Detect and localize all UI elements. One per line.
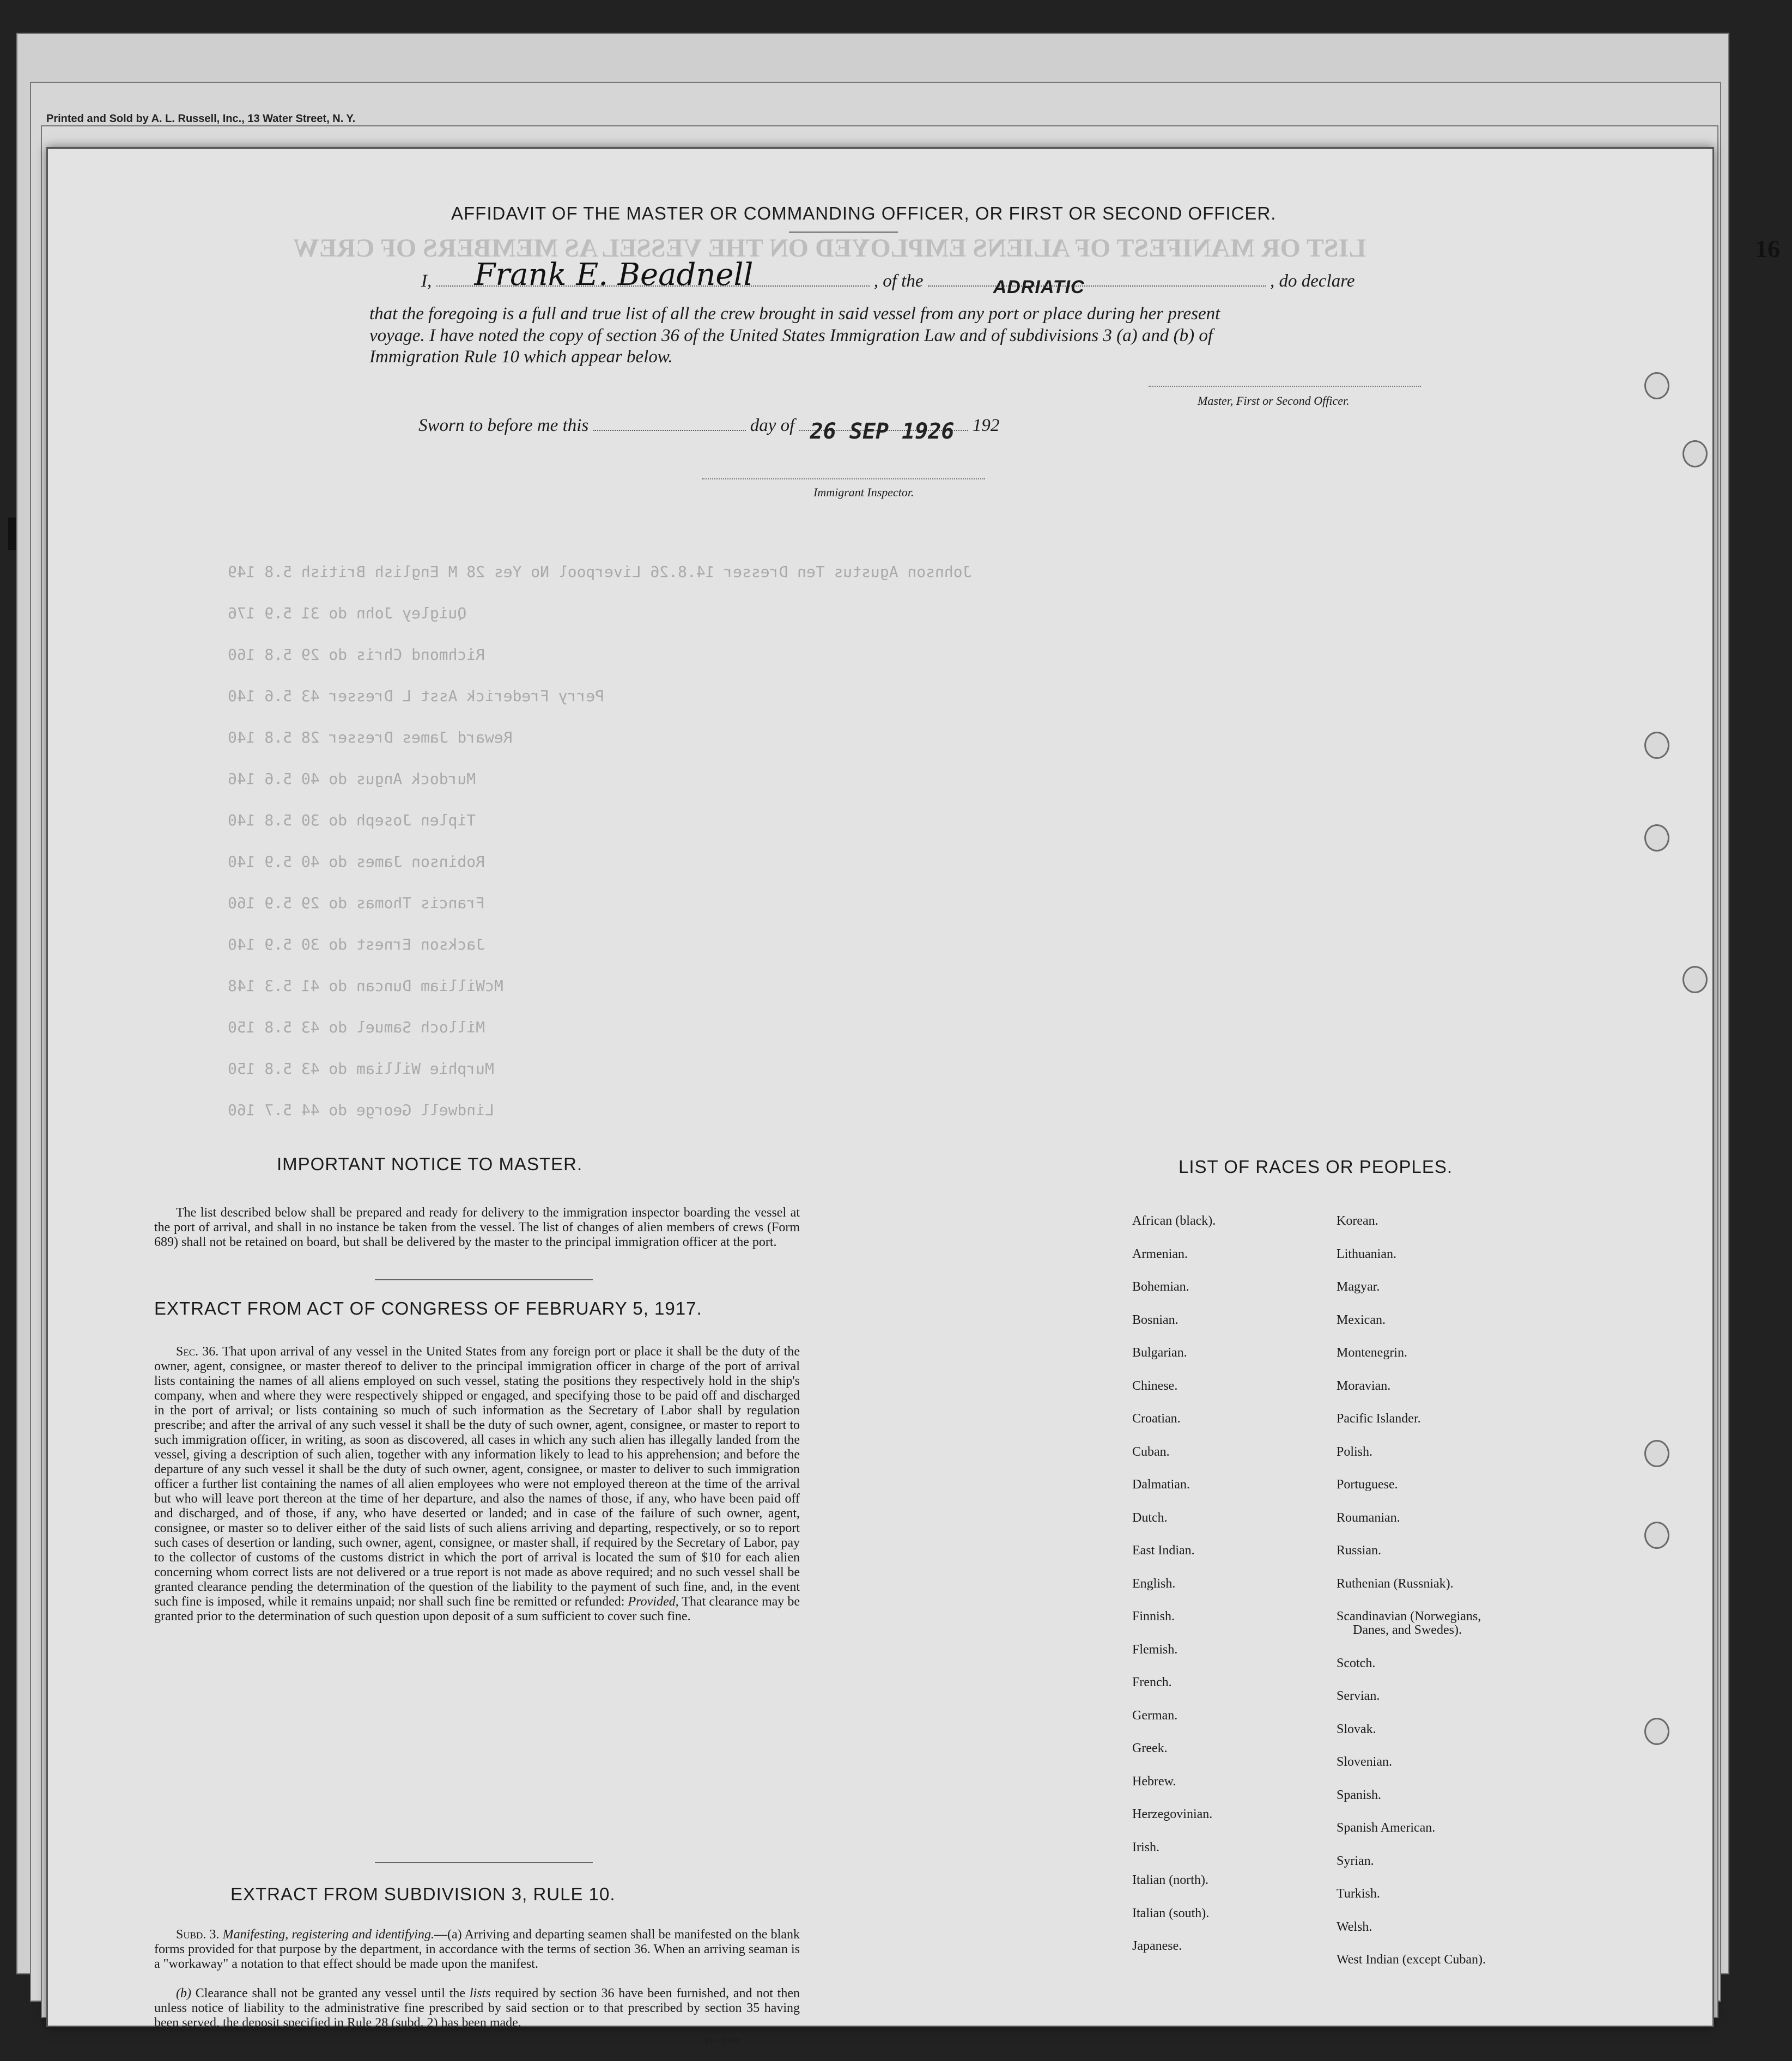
act-tail: That clearance may be granted prior to the determination of such question upon deposit of a sum sufficient to cover such fine. [154, 1595, 800, 1624]
affidavit-line-2: that the foregoing is a full and true list of all the crew brought in said vessel from any port or place during her present [369, 304, 1220, 324]
sec-label: Sec. 36. [176, 1345, 219, 1359]
officer-signature-line [1149, 386, 1421, 387]
act-rule [375, 1862, 593, 1863]
subd-title: Manifesting, registering and identifying. [222, 1928, 434, 1942]
rule-b-body-2: required by section 36 have been furnished, and not then unless notice of liability to the administrative fine prescribed by said section or to that prescribed by section 35 having been served, the deposit specified in Rule 28 (subd. 2) has been made. [154, 1986, 800, 2030]
bleed-through-row: Tiplen Joseph do 30 5.8 140 [228, 811, 476, 829]
punch-hole [1644, 372, 1669, 399]
race-item: Italian (south). [1132, 1906, 1210, 1920]
act-text [154, 1345, 800, 1624]
race-item: West Indian (except Cuban). [1337, 1953, 1486, 1967]
rule-heading: EXTRACT FROM SUBDIVISION 3, RULE 10. [230, 1884, 616, 1904]
race-item: African (black). [1132, 1214, 1216, 1228]
race-item: Bulgarian. [1132, 1346, 1187, 1360]
bleed-through-row: Johnson Agustus Ten Dresser 14.8.26 Liverpool No Yes 28 M English British 5.8 149 [228, 563, 972, 581]
do-declare-label: , do declare [1269, 271, 1355, 291]
lists-word: lists [469, 1986, 491, 2001]
race-item: Mexican. [1337, 1312, 1386, 1327]
punch-hole [1644, 1718, 1669, 1745]
bleed-through-row: Richmond Chris do 29 5.8 160 [228, 646, 485, 664]
form-code: 14—1240 [704, 2036, 739, 2046]
punch-hole [1644, 1522, 1669, 1549]
rule-a-body: —(a) Arriving and departing seamen shall be manifested on the blank forms provided for that purpose by the department, in accordance with the terms of section 36. When an arriving seaman is a "workaway" a notation to that effect should be made upon the manifest. [154, 1928, 800, 1971]
races-heading: LIST OF RACES OR PEOPLES. [1179, 1157, 1453, 1177]
master-signature: Frank E. Beadnell [474, 257, 754, 293]
race-item: Welsh. [1337, 1919, 1372, 1934]
race-item: Syrian. [1337, 1853, 1374, 1868]
race-item: Magyar. [1337, 1280, 1380, 1294]
bleed-through-row: Francis Thomas do 29 5.9 160 [228, 894, 485, 912]
act-heading: EXTRACT FROM ACT OF CONGRESS OF FEBRUARY 5, 1917. [154, 1298, 702, 1318]
race-item: Hebrew. [1132, 1774, 1176, 1789]
race-item: Bohemian. [1132, 1280, 1189, 1294]
punch-hole [1644, 824, 1669, 852]
race-item: Chinese. [1132, 1378, 1178, 1393]
race-item: Greek. [1132, 1741, 1168, 1755]
race-item: Cuban. [1132, 1444, 1170, 1459]
affidavit-rule [789, 232, 898, 233]
race-item: Bosnian. [1132, 1312, 1179, 1327]
race-item: Moravian. [1337, 1378, 1391, 1393]
punch-hole [1644, 1440, 1669, 1467]
race-item: Montenegrin. [1337, 1346, 1407, 1360]
affidavit-line-4: Immigration Rule 10 which appear below. [369, 347, 673, 367]
act-provided: Provided, [628, 1595, 679, 1609]
bleed-through-row: Perry Frederick Asst L Dresser 43 5.6 140 [228, 687, 605, 705]
race-item: Lithuanian. [1337, 1247, 1396, 1261]
race-item: Danes, and Swedes). [1353, 1623, 1462, 1637]
race-item: Ruthenian (Russniak). [1337, 1576, 1454, 1591]
race-item: Finnish. [1132, 1609, 1175, 1624]
rule-text-b [154, 1986, 800, 2030]
bleed-through-row: Jackson Ernest do 30 5.9 140 [228, 935, 485, 953]
race-item: Dutch. [1132, 1510, 1168, 1525]
race-item: Irish. [1132, 1840, 1159, 1855]
bleed-through-row: McWilliam Duncan do 41 5.3 148 [228, 977, 503, 995]
affidavit-line-1 [421, 257, 1355, 297]
race-item: Armenian. [1132, 1247, 1188, 1261]
bleed-through-row: Milloch Samuel do 43 5.8 150 [228, 1018, 485, 1036]
race-item: Russian. [1337, 1543, 1382, 1558]
race-item: French. [1132, 1675, 1172, 1689]
race-item: Spanish American. [1337, 1821, 1436, 1835]
officer-caption: Master, First or Second Officer. [1198, 394, 1350, 408]
race-item: Japanese. [1132, 1939, 1182, 1953]
day-field [593, 430, 746, 431]
bleed-through-row: Robinson James do 40 5.9 140 [228, 853, 485, 871]
race-item: Flemish. [1132, 1642, 1178, 1657]
date-stamp: 26 SEP 1926 [810, 419, 955, 444]
race-item: Portuguese. [1337, 1478, 1398, 1492]
punch-hole [1682, 966, 1708, 993]
printer-imprint: Printed and Sold by A. L. Russell, Inc., 13 Water Street, N. Y. [46, 113, 356, 125]
race-item: Scotch. [1337, 1656, 1376, 1670]
b-label: (b) [176, 1986, 191, 2001]
bleed-through-row: Murdock Angus do 40 5.6 146 [228, 770, 476, 788]
manifest-page [46, 147, 1714, 2046]
race-item: Servian. [1337, 1689, 1380, 1703]
of-the-label: , of the [873, 271, 924, 291]
page-number: 16 [1755, 235, 1780, 263]
year-prefix: 192 [972, 416, 1000, 435]
inspector-caption: Immigrant Inspector. [813, 485, 914, 499]
race-item: Herzegovinian. [1132, 1807, 1213, 1821]
act-body: That upon arrival of any vessel in the United States from any foreign port or place it shall be the duty of the owner, agent, consignee, or master thereof to deliver to the principal immigration officer in charge of the port of arrival lists containing the names of all aliens employed on such vessel, stating the positions they respectively hold in the ship's company, when and where they were respectively shipped or engaged, and specifying those to be paid off and discharged in the port of arrival; or lists containing so much of such information as the Secretary of Labor shall by regulation prescribe; and after the arrival of any such vessel it shall be the duty of such owner, agent, consignee, or master to report to such immigration officer, in writing, as soon as discovered, all cases in which any such alien has illegally landed from the vessel, giving a description of such alien, together with any information likely to lead to his apprehension; and before the departure of any such vessel it shall be the duty of such owner, agent, consignee, or master to deliver to such immigration officer a further list containing the names of all alien employees who were not employed thereon at the time of the arrival but who will leave port thereon at the time of her departure, and also the names of those, if any, who have been paid off and discharged, and of those, if any, who have deserted or landed; and in case of the failure of such owner, agent, consignee, or master so to deliver either of the said lists of such aliens arriving and departing, respectively, or so to report such cases of desertion or landing, such owner, agent, consignee, or master shall, if required by the Secretary of Labor, pay to the collector of customs of the customs district in which the port of arrival is located the sum of $10 for each alien concerning whom correct lists are not delivered or a true report is not made as above required; and no such vessel shall be granted clearance pending the determination of the question of the liability to the payment of such fine, and, in the event such fine is imposed, while it remains unpaid; nor shall such fine be remitted or refunded: [154, 1345, 800, 1609]
race-item: Spanish. [1337, 1788, 1382, 1802]
vessel-name-field [928, 277, 1266, 297]
vessel-name: ADRIATIC [993, 277, 1085, 297]
inspector-signature-line [702, 478, 985, 479]
rule-b-body-1: Clearance shall not be granted any vessel until the [195, 1986, 466, 2001]
notice-text: The list described below shall be prepared and ready for delivery to the immigration inspector boarding the vessel at the port of arrival, and shall in no instance be taken from the vessel. The list of changes of alien members of crews (Form 689) shall not be retained on board, but shall be delivered by the master to the principal immigration officer at the port. [154, 1206, 800, 1249]
bleed-through-row: Lindwell George do 44 5.7 160 [228, 1101, 494, 1119]
i-label: I, [421, 271, 432, 291]
month-field [799, 419, 968, 444]
rule-text-a [154, 1928, 800, 1972]
race-item: Croatian. [1132, 1412, 1181, 1426]
sworn-label: Sworn to before me this [418, 416, 589, 435]
race-item: Slovenian. [1337, 1755, 1392, 1769]
punch-hole [1682, 440, 1708, 467]
race-item: German. [1132, 1708, 1178, 1723]
notice-heading: IMPORTANT NOTICE TO MASTER. [277, 1154, 583, 1174]
subd-label: Subd. 3. [176, 1928, 220, 1942]
affidavit-heading: AFFIDAVIT OF THE MASTER OR COMMANDING OFFICER, OR FIRST OR SECOND OFFICER. [451, 203, 1277, 223]
notice-rule [375, 1279, 593, 1280]
bleed-through-row: Murphie William do 43 5.8 150 [228, 1060, 494, 1078]
race-item: Slovak. [1337, 1722, 1376, 1736]
race-item: English. [1132, 1576, 1176, 1591]
race-item: Turkish. [1337, 1887, 1380, 1901]
affidavit-line-3: voyage. I have noted the copy of section 36 of the United States Immigration Law and of subdivisions 3 (a) and (b) of [369, 326, 1213, 345]
race-item: East Indian. [1132, 1543, 1195, 1558]
race-item: Italian (north). [1132, 1873, 1208, 1887]
day-of-label: day of [750, 416, 795, 435]
bleed-through-title: LIST OR MANIFEST OF ALIENS EMPLOYED ON THE VESSEL AS MEMBERS OF CREW [293, 234, 1366, 263]
race-item: Pacific Islander. [1337, 1412, 1421, 1426]
race-item: Dalmatian. [1132, 1478, 1190, 1492]
race-item: Korean. [1337, 1214, 1378, 1228]
punch-hole [1644, 732, 1669, 759]
race-item: Scandinavian (Norwegians, [1337, 1609, 1481, 1624]
race-item: Roumanian. [1337, 1510, 1400, 1525]
sworn-line [418, 416, 1000, 444]
race-item: Polish. [1337, 1444, 1373, 1459]
master-name-field [436, 257, 870, 293]
bleed-through-row: Reward James Dresser 28 5.8 140 [228, 728, 513, 746]
bleed-through-row: Quigley John do 31 5.9 176 [228, 604, 467, 622]
edge-mark [8, 518, 16, 550]
